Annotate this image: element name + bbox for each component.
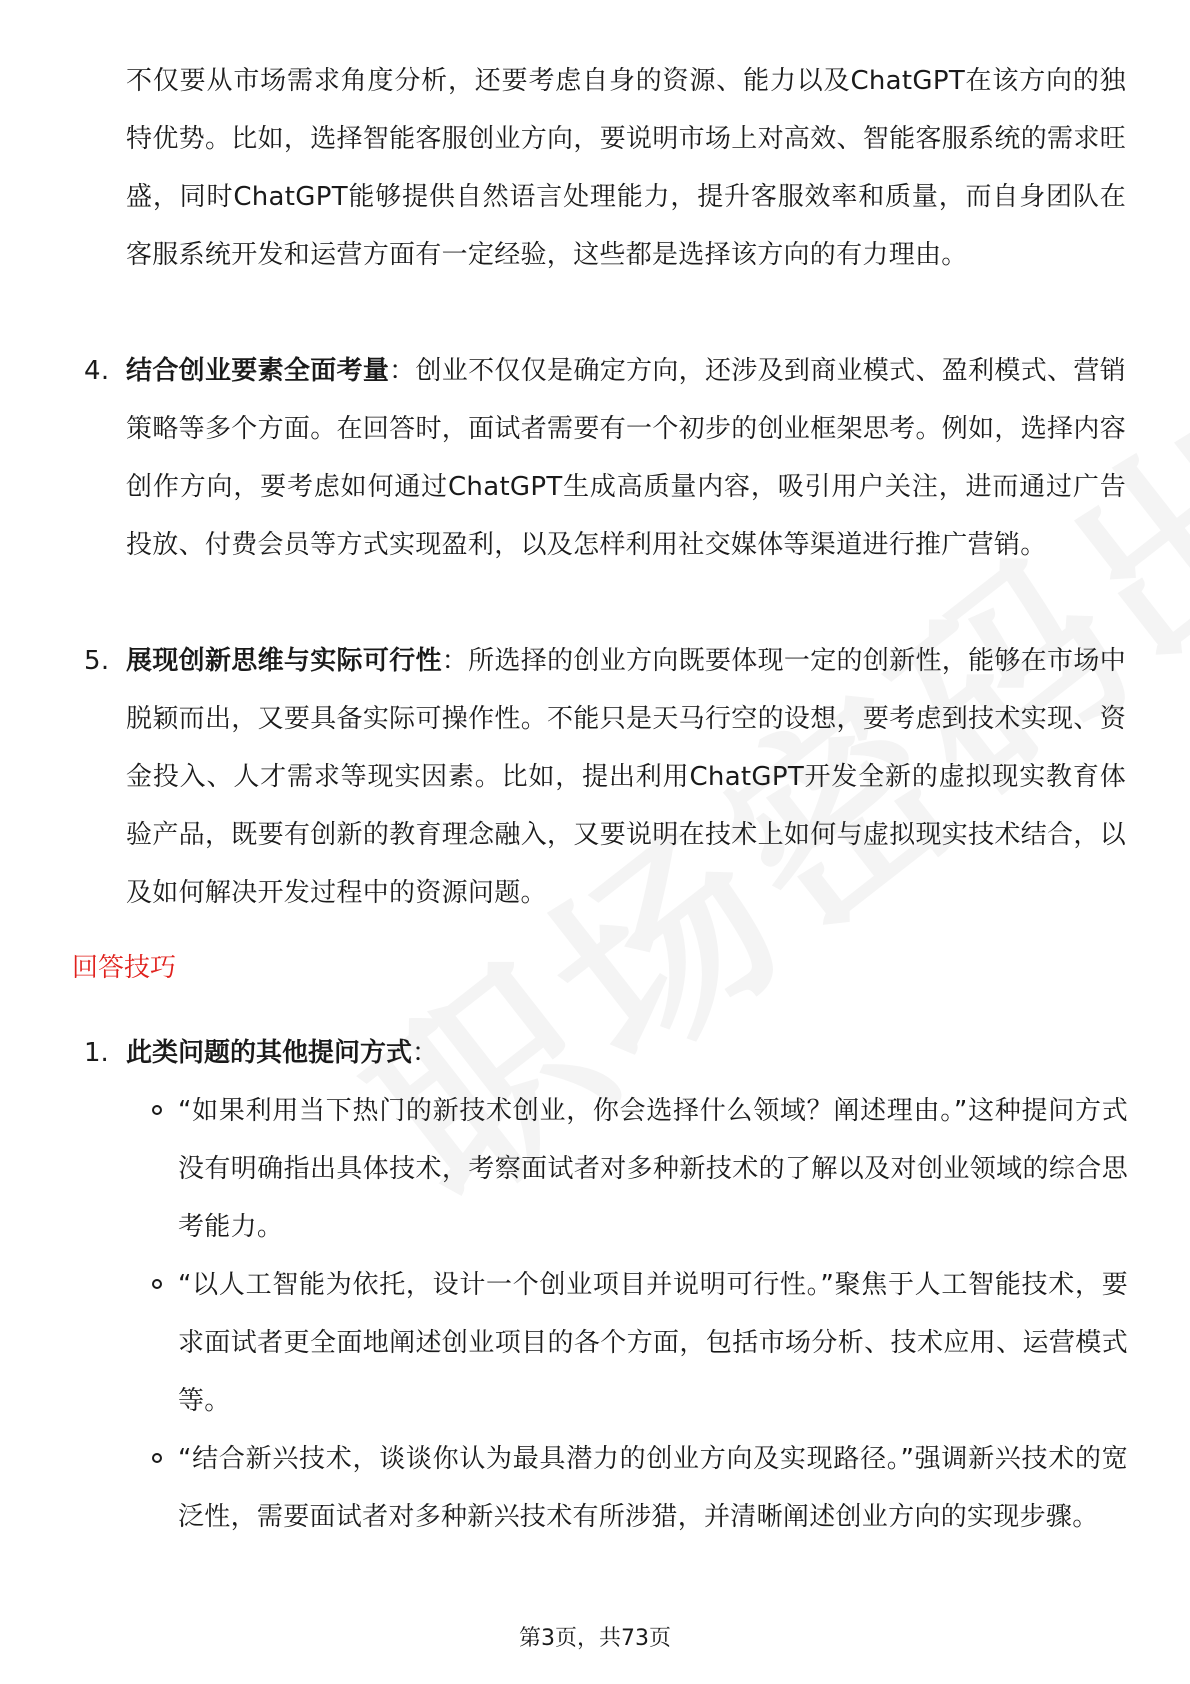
sub-item-text: “以人工智能为依托，设计一个创业项目并说明可行性。”聚焦于人工智能技术，要求面试者更全面地阐述创业项目的各个方面，包括市场分析、技术应用、运营模式等。 xyxy=(178,1270,1128,1416)
item-number: 5. xyxy=(84,646,110,676)
item-separator: ： xyxy=(441,646,469,676)
section-title: 回答技巧 xyxy=(72,953,177,983)
hollow-bullet-icon xyxy=(152,1105,162,1115)
sub-list-item xyxy=(178,1430,1128,1546)
sub-item-text: “结合新兴技术，谈谈你认为最具潜力的创业方向及实现路径。”强调新兴技术的宽泛性，需要面试者对多种新兴技术有所涉猎，并清晰阐述创业方向的实现步骤。 xyxy=(178,1444,1128,1532)
item-number: 1. xyxy=(84,1038,109,1068)
list-item xyxy=(84,632,1126,922)
page-footer: 第3页，共73页 xyxy=(519,1626,671,1651)
hollow-bullet-icon xyxy=(152,1453,162,1463)
item-separator: ： xyxy=(412,1038,439,1068)
item-heading: 展现创新思维与实际可行性 xyxy=(126,646,442,676)
item-separator: ： xyxy=(389,356,416,386)
item-number: 4. xyxy=(84,356,110,386)
hollow-bullet-icon xyxy=(152,1279,162,1289)
item-text: 所选择的创业方向既要体现一定的创新性，能够在市场中脱颖而出，又要具备实际可操作性。不能只是天马行空的设想，要考虑到技术实现、资金投入、人才需求等现实因素。比如，提出利用ChatGPT开发全新的虚拟现实教育体验产品，既要有创新的教育理念融入，又要说明在技术上如何与虚拟现实技术结合，以及如何解决开发过程中的资源问题。 xyxy=(126,646,1126,908)
sub-list-item xyxy=(178,1256,1128,1430)
list-item xyxy=(84,342,1126,574)
sub-item-text: “如果利用当下热门的新技术创业，你会选择什么领域？阐述理由。”这种提问方式没有明确指出具体技术，考察面试者对多种新技术的了解以及对创业领域的综合思考能力。 xyxy=(178,1096,1128,1242)
item-heading: 结合创业要素全面考量 xyxy=(126,356,390,386)
continuation-paragraph: 不仅要从市场需求角度分析，还要考虑自身的资源、能力以及ChatGPT在该方向的独特优势。比如，选择智能客服创业方向，要说明市场上对高效、智能客服系统的需求旺盛，同时ChatGPT能够提供自然语言处理能力，提升客服效率和质量，而自身团队在客服系统开发和运营方面有一定经验，这些都是选择该方向的有力理由。 xyxy=(126,66,1126,270)
sub-list-item xyxy=(178,1082,1128,1256)
item-heading: 此类问题的其他提问方式 xyxy=(126,1038,413,1068)
tips-item xyxy=(84,1024,439,1082)
item-text: 创业不仅仅是确定方向，还涉及到商业模式、盈利模式、营销策略等多个方面。在回答时，面试者需要有一个初步的创业框架思考。例如，选择内容创作方向，要考虑如何通过ChatGPT生成高质量内容，吸引用户关注，进而通过广告投放、付费会员等方式实现盈利，以及怎样利用社交媒体等渠道进行推广营销。 xyxy=(126,356,1126,560)
